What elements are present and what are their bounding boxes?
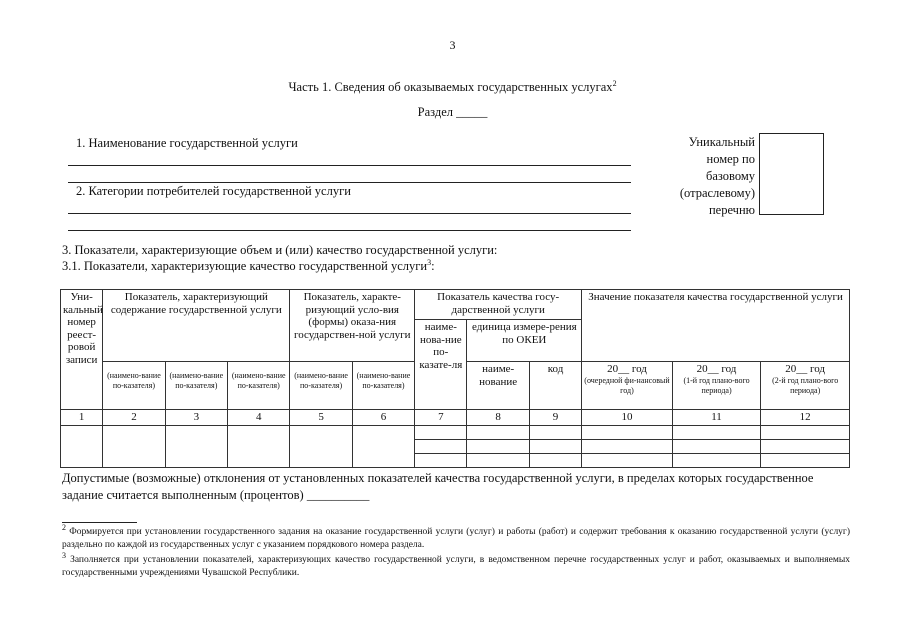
data-cell[interactable] bbox=[165, 425, 227, 467]
year-second-prefix: 20__ год bbox=[785, 363, 826, 375]
column-number-1: 1 bbox=[61, 410, 103, 426]
data-cell[interactable] bbox=[467, 453, 529, 467]
consumer-categories-label: 2. Категории потребителей государственной услуги bbox=[76, 184, 351, 198]
data-cell[interactable] bbox=[61, 425, 103, 467]
year-current-note: (очередной фи-нансовый год) bbox=[584, 375, 670, 395]
quality-indicators-heading: 3.1. Показатели, характеризующие качество государственной услуги$^3$: bbox=[62, 257, 435, 273]
column-number-8: 8 bbox=[467, 410, 529, 426]
data-cell[interactable] bbox=[761, 425, 850, 439]
column-number-11: 11 bbox=[672, 410, 761, 426]
footnotes bbox=[62, 522, 850, 582]
header-conditions-indicator: Показатель, характе-ризующий усло-вия (формы) оказа-ния государствен-ной услуги bbox=[290, 290, 415, 362]
column-number-7: 7 bbox=[415, 410, 467, 426]
section-label: Раздел _____ bbox=[417, 105, 488, 119]
header-year-current bbox=[582, 362, 673, 410]
placeholder-text-5: (наимено-вание по-казателя) bbox=[294, 371, 348, 390]
year-first-prefix: 20__ год bbox=[696, 363, 737, 375]
data-cell[interactable] bbox=[761, 439, 850, 453]
footnote-3-text: Заполняется при установлении показателей, характеризующих качество государственной услуги, в ведомственном перечне государственных услуг и работ, оказываемых и выполняемых государственными учреждениями Чувашской Республики. bbox=[62, 555, 850, 578]
column-number-3: 3 bbox=[165, 410, 227, 426]
part-title bbox=[0, 80, 905, 95]
placeholder-text-4: (наимено-вание по-казателя) bbox=[231, 371, 286, 390]
placeholder-cell-3 bbox=[165, 362, 227, 410]
part-title-text: Часть 1. Сведения об оказываемых государственных услугах bbox=[288, 80, 613, 94]
data-cell[interactable] bbox=[228, 425, 290, 467]
placeholder-text-3: (наимено-вание по-казателя) bbox=[169, 371, 224, 390]
header-unique-record: Уни-кальный номер реест-ровой записи bbox=[61, 290, 103, 410]
footnote-2-mark: 2 bbox=[62, 522, 66, 532]
header-unit-code: код bbox=[529, 362, 581, 410]
data-cell[interactable] bbox=[290, 425, 352, 467]
data-cell[interactable] bbox=[529, 439, 581, 453]
data-cell[interactable] bbox=[103, 425, 165, 467]
quality-indicators-table bbox=[60, 289, 850, 468]
column-number-row bbox=[61, 410, 850, 426]
page-number: 3 bbox=[449, 38, 456, 52]
placeholder-cell-2 bbox=[103, 362, 165, 410]
unique-number-line-1: Уникальный bbox=[688, 135, 755, 149]
column-number-2: 2 bbox=[103, 410, 165, 426]
service-name-line-2 bbox=[68, 182, 631, 183]
table-row bbox=[61, 425, 850, 439]
unique-number-label bbox=[640, 134, 755, 219]
deviation-text: Допустимые (возможные) отклонения от установленных показателей качества государственной услуги, в пределах которых государственное задание считается выполненным (процентов) __________ bbox=[62, 471, 814, 502]
data-cell[interactable] bbox=[761, 453, 850, 467]
data-cell[interactable] bbox=[672, 425, 761, 439]
consumer-categories-line-1 bbox=[68, 213, 631, 214]
header-year-first bbox=[672, 362, 761, 410]
footnote-mark-2: 2 bbox=[612, 78, 617, 88]
quality-indicators-heading-text: 3.1. Показатели, характеризующие качество государственной услуги bbox=[62, 259, 428, 273]
year-second-note: (2-й год плано-вого периода) bbox=[772, 375, 839, 395]
placeholder-text-2: (наимено-вание по-казателя) bbox=[107, 371, 161, 390]
placeholder-text-6: (наимено-вание по-казателя) bbox=[356, 371, 411, 390]
header-indicator-name: наиме-нова-ние по-казате-ля bbox=[415, 320, 467, 410]
placeholder-cell-4 bbox=[228, 362, 290, 410]
footnote-3-mark: 3 bbox=[62, 550, 66, 560]
data-cell[interactable] bbox=[582, 425, 673, 439]
unique-number-box[interactable] bbox=[759, 133, 824, 215]
unique-number-line-2: номер по bbox=[706, 152, 755, 166]
column-number-10: 10 bbox=[582, 410, 673, 426]
header-content-indicator: Показатель, характеризующий содержание государственной услуги bbox=[103, 290, 290, 362]
data-cell[interactable] bbox=[352, 425, 414, 467]
data-cell[interactable] bbox=[582, 453, 673, 467]
header-unit-name: наиме-нование bbox=[467, 362, 529, 410]
service-name-label: 1. Наименование государственной услуги bbox=[76, 136, 298, 150]
column-number-4: 4 bbox=[228, 410, 290, 426]
column-number-6: 6 bbox=[352, 410, 414, 426]
header-unit: единица измере-рения по ОКЕИ bbox=[467, 320, 582, 362]
placeholder-cell-5 bbox=[290, 362, 352, 410]
data-cell[interactable] bbox=[415, 439, 467, 453]
header-quality-value: Значение показателя качества государственной услуги bbox=[582, 290, 850, 362]
unique-number-line-5: перечню bbox=[708, 203, 755, 217]
footnote-separator bbox=[62, 522, 137, 523]
data-cell[interactable] bbox=[672, 439, 761, 453]
data-cell[interactable] bbox=[582, 439, 673, 453]
data-cell[interactable] bbox=[467, 425, 529, 439]
footnote-mark-3: 3 bbox=[427, 257, 432, 267]
placeholder-cell-6 bbox=[352, 362, 414, 410]
year-current-prefix: 20__ год bbox=[607, 363, 647, 375]
data-cell[interactable] bbox=[529, 425, 581, 439]
column-number-5: 5 bbox=[290, 410, 352, 426]
indicators-heading: 3. Показатели, характеризующие объем и (или) качество государственной услуги: bbox=[62, 243, 498, 257]
header-quality-indicator: Показатель качества госу-дарственной услуги bbox=[415, 290, 582, 320]
footnote-3 bbox=[62, 550, 850, 580]
data-cell[interactable] bbox=[415, 453, 467, 467]
footnote-2 bbox=[62, 522, 850, 552]
data-cell[interactable] bbox=[529, 453, 581, 467]
data-cell[interactable] bbox=[415, 425, 467, 439]
year-first-note: (1-й год плано-вого периода) bbox=[683, 375, 750, 395]
footnote-2-text: Формируется при установлении государственного задания на оказание государственной услуги (услуг) и работы (работ) и содержит требования к оказанию государственной услуги (услуг) раздельно по каждой из государственных услуг с указанием порядкового номера раздела. bbox=[62, 527, 850, 550]
unique-number-line-3: базовому bbox=[705, 169, 755, 183]
service-name-line-1 bbox=[68, 165, 631, 166]
unique-number-line-4: (отраслевому) bbox=[679, 186, 755, 200]
column-number-12: 12 bbox=[761, 410, 850, 426]
column-number-9: 9 bbox=[529, 410, 581, 426]
consumer-categories-line-2 bbox=[68, 230, 631, 231]
data-cell[interactable] bbox=[467, 439, 529, 453]
data-cell[interactable] bbox=[672, 453, 761, 467]
header-year-second bbox=[761, 362, 850, 410]
